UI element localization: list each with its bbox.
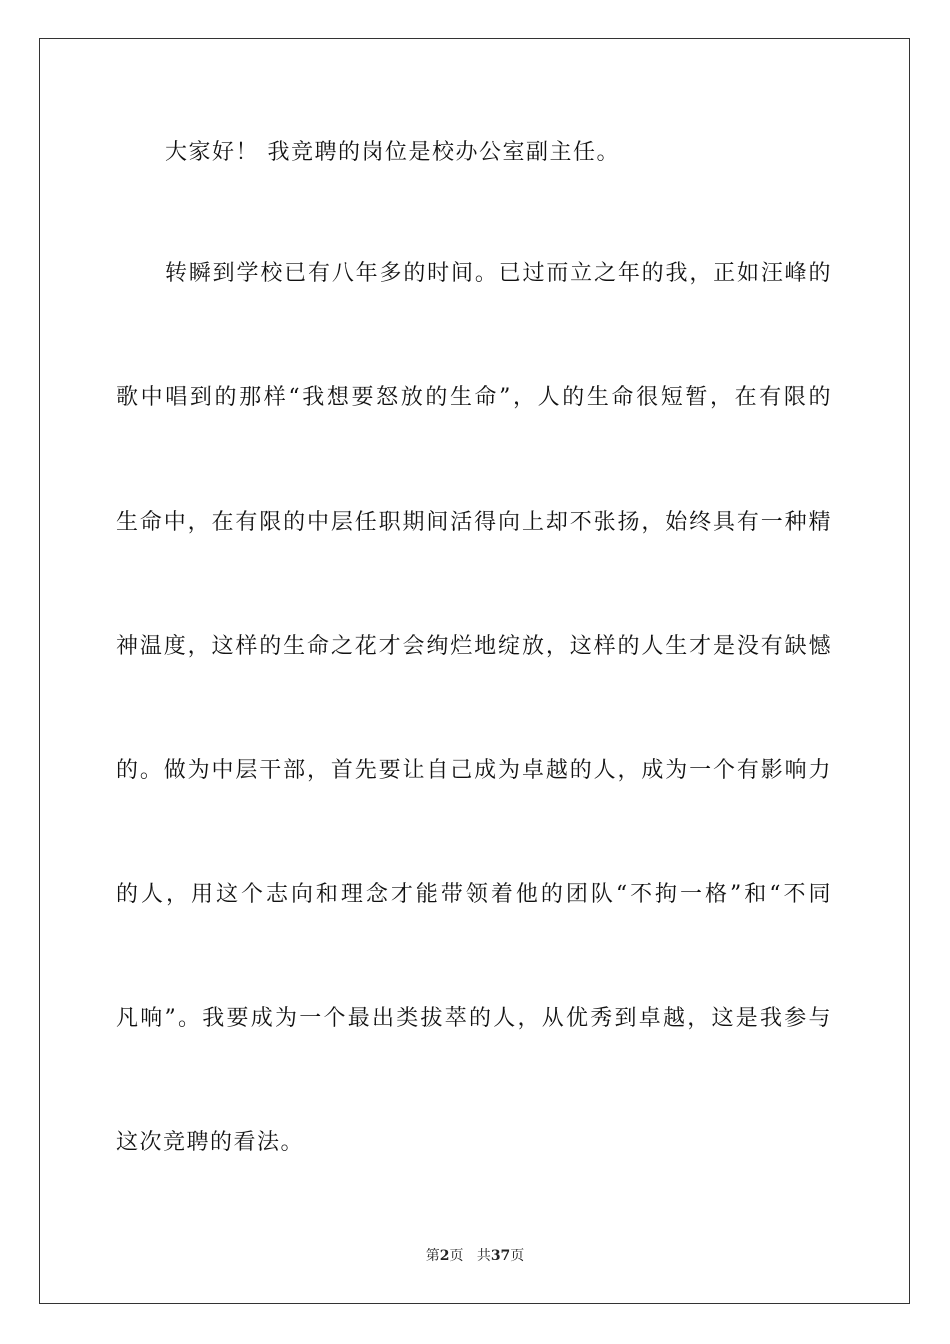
footer-page-suffix: 页 (449, 1248, 464, 1264)
paragraph-line-4: 生命中，在有限的中层任职期间活得向上却不张扬，始终具有一种精 (116, 510, 832, 535)
paragraph-line-2: 转瞬到学校已有八年多的时间。已过而立之年的我，正如汪峰的 (165, 261, 832, 286)
footer-total-pages: 37 (490, 1248, 511, 1264)
paragraph-line-8: 凡响”。我要成为一个最出类拔萃的人，从优秀到卓越，这是我参与 (116, 1006, 832, 1031)
paragraph-line-1: 大家好！ 我竞聘的岗位是校办公室副主任。 (165, 140, 620, 165)
footer-page-number: 2 (439, 1248, 450, 1264)
paragraph-line-9: 这次竞聘的看法。 (116, 1130, 305, 1155)
paragraph-line-5: 神温度，这样的生命之花才会绚烂地绽放，这样的人生才是没有缺憾 (116, 634, 832, 659)
footer-total-prefix: 共 (476, 1248, 491, 1264)
paragraph-line-3: 歌中唱到的那样“我想要怒放的生命”，人的生命很短暂，在有限的 (116, 385, 832, 410)
paragraph-line-6: 的。做为中层干部，首先要让自己成为卓越的人，成为一个有影响力 (116, 758, 832, 783)
footer-total-suffix: 页 (510, 1248, 525, 1264)
page-border (39, 38, 910, 1304)
footer-page-prefix: 第 (425, 1248, 440, 1264)
page-footer (0, 1246, 950, 1266)
paragraph-line-7: 的人，用这个志向和理念才能带领着他的团队“不拘一格”和“不同 (116, 882, 832, 907)
